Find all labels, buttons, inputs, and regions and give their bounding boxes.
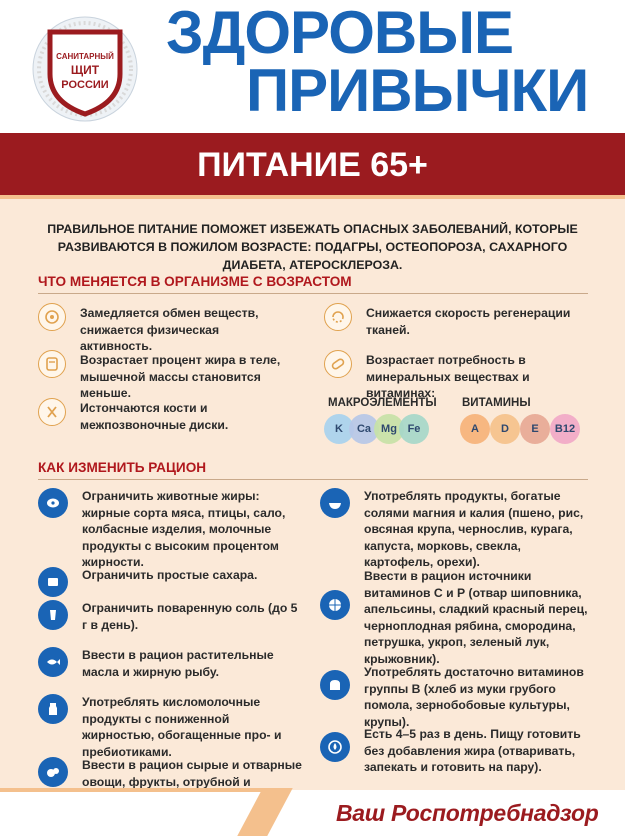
porridge-icon bbox=[320, 488, 350, 518]
logo-line2: ЩИТ bbox=[70, 63, 100, 77]
change-item bbox=[324, 352, 589, 402]
meat-icon bbox=[38, 488, 68, 518]
section-diet-title: КАК ИЗМЕНИТЬ РАЦИОН bbox=[38, 460, 207, 475]
title-line2: ПРИВЫЧКИ bbox=[246, 57, 589, 124]
footer-slogan: Ваш Роспотребнадзор bbox=[336, 800, 599, 826]
diet-item bbox=[38, 600, 300, 633]
element-circle: Mg bbox=[374, 414, 404, 444]
banner-divider bbox=[0, 195, 625, 199]
section-divider bbox=[38, 479, 588, 480]
change-text: Замедляется обмен веществ, снижается физическая активность. bbox=[80, 306, 259, 353]
diet-text: Употреблять достаточно витаминов группы В (хлеб из муки грубого помола, зернобобовые культуры, крупы). bbox=[364, 665, 584, 729]
diet-item bbox=[320, 664, 592, 730]
element-circle: K bbox=[324, 414, 354, 444]
footer-accent-line bbox=[0, 788, 265, 792]
diet-item bbox=[320, 726, 595, 776]
no-fat-icon bbox=[320, 732, 350, 762]
page-title bbox=[160, 0, 600, 124]
topic-banner: ПИТАНИЕ 65+ bbox=[0, 133, 625, 195]
element-circle: A bbox=[460, 414, 490, 444]
diet-item bbox=[38, 567, 300, 597]
salt-icon bbox=[38, 600, 68, 630]
diet-item bbox=[38, 488, 300, 571]
diet-item bbox=[320, 568, 592, 667]
pill-icon bbox=[324, 350, 352, 378]
logo-line1: САНИТАРНЫЙ bbox=[56, 52, 114, 61]
sanitary-shield-logo bbox=[30, 14, 140, 124]
section-changes-title: ЧТО МЕНЯЕТСЯ В ОРГАНИЗМЕ С ВОЗРАСТОМ bbox=[38, 274, 352, 289]
macro-label: МАКРОЭЛЕМЕНТЫ bbox=[328, 397, 437, 409]
change-text: Возрастает потребность в минеральных веществах и витаминах: bbox=[366, 353, 530, 400]
diet-text: Есть 4–5 раз в день. Пищу готовить без добавления жира (отваривать, запекать и готовить на пару). bbox=[364, 727, 581, 774]
citrus-icon bbox=[320, 590, 350, 620]
diet-text: Употреблять кисломолочные продукты с пониженной жирностью, обогащенные про- и пребиотиками. bbox=[82, 695, 282, 759]
bone-icon bbox=[38, 398, 66, 426]
diet-text: Употреблять продукты, богатые солями магния и калия (пшено, рис, овсяная крупа, чернослив, курага, капуста, морковь, свекла, картофель, орехи). bbox=[364, 489, 584, 569]
diet-item bbox=[320, 488, 592, 571]
logo-line3: РОССИИ bbox=[61, 79, 109, 91]
change-text: Истончаются кости и межпозвоночные диски. bbox=[80, 401, 229, 432]
change-text: Возрастает процент жира в теле, мышечной массы становится меньше. bbox=[80, 353, 281, 400]
diet-text: Ввести в рацион сырые и отварные овощи, фрукты, отрубной и bbox=[82, 758, 302, 789]
element-circle: Ca bbox=[349, 414, 379, 444]
intro-text: ПРАВИЛЬНОЕ ПИТАНИЕ ПОМОЖЕТ ИЗБЕЖАТЬ ОПАСНЫХ ЗАБОЛЕВАНИЙ, КОТОРЫЕ РАЗВИВАЮТСЯ В ПОЖИЛОМ ВОЗРАСТЕ: ПОДАГРЫ, ОСТЕОПОРОЗА, САХАРНОГО ДИАБЕТА, АТЕРОСКЛЕРОЗА. bbox=[47, 222, 578, 272]
change-item bbox=[324, 305, 584, 338]
vitamins-label: ВИТАМИНЫ bbox=[462, 397, 531, 409]
bread-icon bbox=[320, 670, 350, 700]
diet-text: Ограничить поваренную соль (до 5 г в день). bbox=[82, 601, 298, 632]
diet-text: Ограничить животные жиры: жирные сорта мяса, птицы, сало, колбасные изделия, молочные продукты с высоким процентом жирности. bbox=[82, 489, 286, 569]
milk-icon bbox=[38, 694, 68, 724]
sugar-icon bbox=[38, 567, 68, 597]
element-circle: B12 bbox=[550, 414, 580, 444]
fish-icon bbox=[38, 647, 68, 677]
scale-icon bbox=[38, 350, 66, 378]
change-item bbox=[38, 400, 268, 433]
section-divider bbox=[38, 293, 588, 294]
diet-text: Ввести в рацион растительные масла и жирную рыбу. bbox=[82, 648, 274, 679]
element-circle: D bbox=[490, 414, 520, 444]
metabolism-icon bbox=[38, 303, 66, 331]
element-circle: E bbox=[520, 414, 550, 444]
regeneration-icon bbox=[324, 303, 352, 331]
vegetables-icon bbox=[38, 757, 68, 787]
change-text: Снижается скорость регенерации тканей. bbox=[366, 306, 571, 337]
title-line1: ЗДОРОВЫЕ bbox=[166, 0, 513, 66]
change-item bbox=[38, 305, 278, 355]
diet-text: Ввести в рацион источники витаминов С и Р (отвар шиповника, апельсины, сладкий красный перец, черноплодная рябина, смородина, петрушка, укроп, зеленый лук, крыжовник). bbox=[364, 569, 588, 666]
diet-text: Ограничить простые сахара. bbox=[82, 568, 258, 582]
change-item bbox=[38, 352, 283, 402]
header bbox=[0, 0, 625, 133]
element-circle: Fe bbox=[399, 414, 429, 444]
diet-item bbox=[38, 694, 300, 760]
diet-item bbox=[38, 647, 300, 680]
